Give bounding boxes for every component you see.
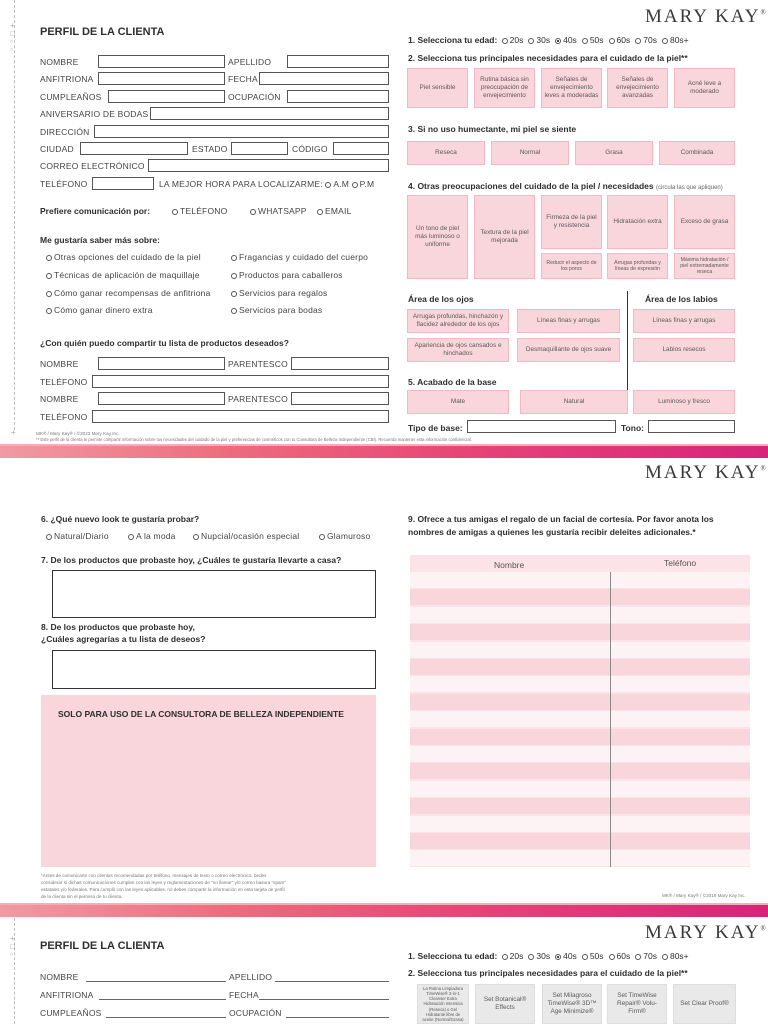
q6-label: 6. ¿Qué nuevo look te gustaría probar? (41, 514, 200, 524)
age-option[interactable]: 80s+ (662, 951, 689, 961)
consultant-title: SOLO PARA USO DE LA CONSULTORA DE BELLEZA INDEPENDIENTE (58, 709, 344, 719)
friend-row[interactable] (410, 694, 750, 710)
eye-option[interactable]: Desmaquillante de ojos suave (517, 338, 620, 362)
cumpleanos-label: CUMPLEAÑOS (40, 1008, 102, 1018)
disclaimer: considerar si dichas comunicaciones cumplen con las leyes y reglamentaciones de "no llamar" y/o correo basura "spam" (41, 880, 287, 885)
friend-row[interactable] (410, 589, 750, 605)
saber-option[interactable]: Otras opciones del cuidado de la piel (46, 252, 201, 262)
saber-option[interactable]: Fragancias y cuidado del cuerpo (231, 252, 368, 262)
q7-label: 7. De los productos que probaste hoy, ¿Cuáles te gustaría llevarte a casa? (41, 555, 342, 565)
correo-label: CORREO ELECTRÓNICO (40, 161, 145, 171)
friend-row[interactable] (410, 711, 750, 727)
age-option[interactable]: 30s (528, 951, 550, 961)
q9-label: nombres de amigas a quienes les gustaría recibir deleites adicionales.* (408, 527, 696, 537)
apellido-field[interactable] (287, 55, 389, 68)
nombre-field[interactable] (98, 55, 225, 68)
q8-answer-box[interactable] (52, 650, 376, 689)
crop-mark: + (11, 428, 16, 437)
share-parentesco-field[interactable] (291, 357, 389, 370)
fecha-label: FECHA (229, 990, 259, 1000)
age-option[interactable]: 40s (555, 35, 577, 45)
share-nombre-label: NOMBRE (40, 359, 79, 369)
eye-option[interactable]: Arrugas profundas, hinchazón y flacidez alrededor de los ojos (407, 309, 509, 333)
product-option[interactable]: Set TimeWise Repair® Volu-Firm® (607, 984, 667, 1024)
need-option[interactable]: Piel sensible (407, 68, 468, 108)
ocupacion-field[interactable] (287, 90, 389, 103)
saber-option[interactable]: Cómo ganar dinero extra (46, 305, 153, 315)
divider-stripe (0, 905, 768, 917)
share-nombre-field[interactable] (98, 392, 225, 405)
age-option[interactable]: 30s (528, 35, 550, 45)
product-option[interactable]: Set Clear Proof® (673, 984, 736, 1024)
fecha-field[interactable] (259, 72, 389, 85)
q8-label: 8. De los productos que probaste hoy, (41, 622, 195, 632)
product-option[interactable]: Set Milagroso TimeWise® 3D™ Age Minimize® (542, 984, 602, 1024)
disclaimer: de la clienta sin el permiso de tu clienta. (41, 894, 123, 899)
age-option[interactable]: 70s (635, 35, 657, 45)
look-option[interactable]: Natural/Diario (46, 531, 109, 541)
skin-option[interactable]: Combinada (659, 141, 735, 165)
q7-answer-box[interactable] (52, 570, 376, 618)
codigo-field[interactable] (333, 142, 389, 155)
concern-option[interactable]: Arrugas profundas y líneas de expresión (607, 253, 668, 279)
pm-radio[interactable] (352, 182, 358, 188)
aniversario-label: ANIVERSARIO DE BODAS (40, 109, 149, 119)
copyright: MK® / Mary Kay® / ©2019 Mary Kay Inc. (662, 893, 746, 898)
share-nombre-label: NOMBRE (40, 394, 79, 404)
am-radio[interactable] (325, 182, 331, 188)
cumpleanos-line[interactable] (106, 1008, 226, 1018)
concern-option[interactable]: Un tono de piel más luminoso o uniforme (407, 195, 468, 279)
binding-dashes (14, 0, 15, 430)
concern-option[interactable]: Textura de la piel mejorada (474, 195, 535, 279)
q9-label: 9. Ofrece a tus amigas el regalo de un facial de cortesía. Por favor anota los (408, 514, 714, 524)
friend-row[interactable] (410, 781, 750, 797)
friend-row[interactable] (410, 763, 750, 779)
anfitriona-line[interactable] (99, 990, 226, 1000)
share-telefono-field[interactable] (92, 375, 389, 388)
need-option[interactable]: Señales de envejecimiento leves a moderadas (541, 68, 602, 108)
nombre-label: NOMBRE (40, 972, 79, 982)
q8-label: ¿Cuáles agregarías a tu lista de deseos? (41, 634, 206, 644)
concern-option[interactable]: Reducir el aspecto de los poros (541, 253, 602, 279)
need-option[interactable]: Rutina básica sin preocupación de envejecimiento (474, 68, 535, 108)
skin-option[interactable]: Reseca (407, 141, 485, 165)
lips-title: Área de los labios (645, 294, 718, 304)
tono-label: Tono: (621, 423, 644, 433)
apellido-label: APELLIDO (229, 972, 273, 982)
disclaimer: estatales y/o federales. Para cumplir con las leyes aplicables, no debes compartir la información en esta tarjeta de perfil (41, 887, 285, 892)
saber-option[interactable]: Productos para caballeros (231, 270, 343, 280)
nombre-label: NOMBRE (40, 57, 79, 67)
footnote: ** Este perfil de la clienta te permite compartir información sobre tus necesidades del cuidado de la piel y preferencias de cosméticos con tu Consultora de Belleza Independiente (CBI). Recuerda mantener esta información confidencial. (36, 437, 472, 442)
age-option[interactable]: 70s (635, 951, 657, 961)
age-option[interactable]: 50s (582, 951, 604, 961)
direccion-field[interactable] (94, 125, 389, 138)
need-option[interactable]: Señales de envejecimiento avanzadas (607, 68, 668, 108)
ciudad-field[interactable] (80, 142, 188, 155)
consultant-box (41, 695, 376, 867)
fecha-line[interactable] (259, 990, 389, 1000)
skin-option[interactable]: Grasa (575, 141, 653, 165)
friend-row[interactable] (410, 676, 750, 692)
apellido-line[interactable] (275, 972, 389, 982)
age-option[interactable]: 80s+ (662, 35, 689, 45)
friend-row[interactable] (410, 572, 750, 588)
saber-label: Me gustaría saber más sobre: (40, 235, 160, 245)
lip-option[interactable]: Líneas finas y arrugas (633, 309, 735, 333)
mejor-hora: LA MEJOR HORA PARA LOCALIZARME: A.M P.M (159, 179, 375, 189)
lip-option[interactable]: Labios resecos (633, 338, 735, 362)
share-label: ¿Con quién puedo compartir tu lista de productos deseados? (40, 338, 289, 348)
q2-label: 2. Selecciona tus principales necesidades para el cuidado de la piel** (408, 53, 688, 63)
eyes-title: Área de los ojos (408, 294, 474, 304)
saber-option[interactable]: Técnicas de aplicación de maquillaje (46, 270, 200, 280)
direccion-label: DIRECCIÓN (40, 127, 90, 137)
look-option[interactable]: Glamuroso (319, 531, 370, 541)
saber-option[interactable]: Cómo ganar recompensas de anfitriona (46, 288, 211, 298)
age-option[interactable]: 60s (609, 951, 631, 961)
pref-label: Prefiere comunicación por: (40, 206, 151, 216)
friend-row[interactable] (410, 850, 750, 866)
pref-whatsapp[interactable]: WHATSAPP (250, 206, 307, 216)
finish-option[interactable]: Luminoso y fresco (633, 390, 735, 414)
share-parentesco-label: PARENTESCO (228, 394, 288, 404)
concern-option[interactable]: Hidratación extra (607, 195, 668, 249)
pref-telefono[interactable]: TELÉFONO (172, 206, 227, 216)
friend-row[interactable] (410, 798, 750, 814)
page-title: PERFIL DE LA CLIENTA (40, 26, 165, 38)
friend-row[interactable] (410, 659, 750, 675)
col-nombre: Nombre (494, 560, 525, 570)
anfitriona-label: ANFITRIONA (40, 74, 94, 84)
tono-field[interactable] (648, 420, 735, 433)
fecha-label: FECHA (228, 74, 258, 84)
saber-option[interactable]: Servicios para bodas (231, 305, 322, 315)
apellido-label: APELLIDO (228, 57, 272, 67)
tipo-base-label: Tipo de base: (408, 423, 463, 433)
aniversario-field[interactable] (150, 107, 389, 120)
concern-option[interactable]: Exceso de grasa (674, 195, 735, 249)
q1-label: 1. Selecciona tu edad: 20s 30s 40s 50s 60s 70s 80s+ (408, 35, 689, 45)
concern-option[interactable]: Firmeza de la piel y resistencia (541, 195, 602, 249)
telefono-field[interactable] (92, 177, 154, 190)
correo-field[interactable] (148, 159, 389, 172)
skin-option[interactable]: Normal (491, 141, 569, 165)
friend-row[interactable] (410, 607, 750, 623)
need-option[interactable]: Acné leve a moderado (674, 68, 735, 108)
age-option[interactable]: 40s (555, 951, 577, 961)
telefono-label: TELÉFONO (40, 179, 88, 189)
saber-option[interactable]: Servicios para regalos (231, 288, 328, 298)
look-option[interactable]: Nupcial/ocasión especial (193, 531, 299, 541)
anfitriona-field[interactable] (98, 72, 225, 85)
pref-email[interactable]: EMAIL (317, 206, 352, 216)
age-option[interactable]: 20s (502, 35, 524, 45)
brand-logo: MARY KAY® (645, 462, 768, 483)
q1-label: 1. Selecciona tu edad: 20s 30s 40s 50s 60s 70s 80s+ (408, 951, 689, 961)
disclaimer: *Antes de comunicarte con clientas recomendadas por teléfono, mensajes de texto o correo electrónico, bedes (41, 873, 267, 878)
friend-row[interactable] (410, 642, 750, 658)
age-option[interactable]: 60s (609, 35, 631, 45)
divider-stripe (0, 446, 768, 458)
friend-row[interactable] (410, 746, 750, 762)
q2-label: 2. Selecciona tus principales necesidades para el cuidado de la piel** (408, 968, 688, 978)
product-option[interactable]: Set Botanical® Effects (475, 984, 535, 1024)
q4-label: 4. Otras preocupaciones del cuidado de la piel / necesidades (circula las que apliquen) (408, 181, 723, 191)
share-parentesco-field[interactable] (291, 392, 389, 405)
share-telefono-field[interactable] (92, 410, 389, 423)
finish-option[interactable]: Mate (407, 390, 509, 414)
estado-field[interactable] (231, 142, 288, 155)
ocupacion-label: OCUPACIÓN (229, 1008, 282, 1018)
brand-logo: MARY KAY® (645, 922, 768, 943)
share-telefono-label: TELÉFONO (40, 377, 88, 387)
age-option[interactable]: 20s (502, 951, 524, 961)
ocupacion-line[interactable] (286, 1008, 389, 1018)
eye-option[interactable]: Apariencia de ojos cansados e hinchados (407, 338, 509, 362)
friend-row[interactable] (410, 624, 750, 640)
binding-marks: + □ ▫ ▫ (10, 21, 15, 54)
friend-row[interactable] (410, 833, 750, 849)
page-title: PERFIL DE LA CLIENTA (40, 940, 165, 952)
finish-option[interactable]: Natural (520, 390, 628, 414)
cumpleanos-label: CUMPLEAÑOS (40, 92, 102, 102)
brand-logo: MARY KAY® (645, 6, 768, 27)
share-telefono-label: TELÉFONO (40, 412, 88, 422)
col-telefono: Teléfono (664, 558, 697, 568)
tipo-base-field[interactable] (467, 420, 616, 433)
binding-marks: + □ ▫ (10, 934, 15, 959)
cumpleanos-field[interactable] (108, 90, 225, 103)
q5-label: 5. Acabado de la base (408, 377, 497, 387)
share-nombre-field[interactable] (98, 357, 225, 370)
ocupacion-label: OCUPACIÓN (228, 92, 281, 102)
concern-option[interactable]: Máxima hidratación / piel extremadamente reseca (674, 253, 735, 279)
anfitriona-label: ANFITRIONA (40, 990, 94, 1000)
table-divider (610, 572, 611, 867)
look-option[interactable]: A la moda (128, 531, 176, 541)
estado-label: ESTADO (192, 144, 228, 154)
friend-row[interactable] (410, 816, 750, 832)
eye-option[interactable]: Líneas finas y arrugas (517, 309, 620, 333)
age-option[interactable]: 50s (582, 35, 604, 45)
copyright: MK® / Mary Kay® / ©2023 Mary Kay Inc. (36, 431, 120, 436)
product-option[interactable]: La Rutina Limpiadora TimeWise® 3-in-1 Cleanser Extra Hidratación Intensiva (Reseca) o Gel Hidratante libre de aceite (Normal/Grasa) (417, 984, 469, 1024)
ciudad-label: CIUDAD (40, 144, 74, 154)
nombre-line[interactable] (86, 972, 226, 982)
share-parentesco-label: PARENTESCO (228, 359, 288, 369)
friend-row[interactable] (410, 729, 750, 745)
codigo-label: CÓDIGO (292, 144, 328, 154)
q3-label: 3. Si no uso humectante, mi piel se siente (408, 124, 577, 134)
